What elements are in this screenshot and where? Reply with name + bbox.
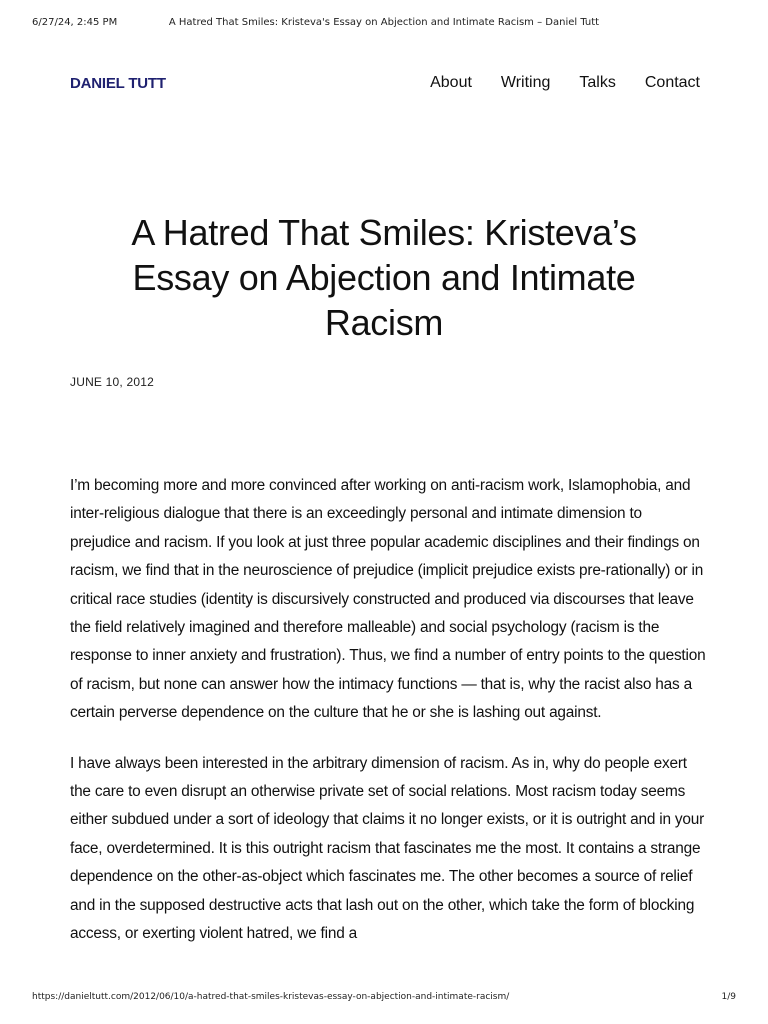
print-footer xyxy=(32,992,736,1006)
site-header xyxy=(70,72,700,98)
post-paragraph: I’m becoming more and more convinced after working on anti-racism work, Islamophobia, and inter-religious dialogue that there is an exceedingly personal and intimate dimension to prejudice and racism. If you look at just three popular academic disciplines and their findings on racism, we find that in the neuroscience of prejudice (implicit prejudice exists pre-rationally) or in critical race studies (identity is discursively constructed and produced via discourses that leave the field relatively imagined and therefore malleable) and social psychology (racism is the response to inner anxiety and frustration). Thus, we find a number of entry points to the question of racism, but none can answer how the intimacy functions — that is, why the racist also has a certain perverse dependence on the culture that he or she is lashing out against. xyxy=(70,477,706,722)
post-title: A Hatred That Smiles: Kristeva’s Essay on Abjection and Intimate Racism xyxy=(131,212,637,343)
nav-link-talks[interactable]: Talks xyxy=(579,74,616,91)
post-body xyxy=(70,472,706,971)
post-paragraph: I have always been interested in the arbitrary dimension of racism. As in, why do people exert the care to even disrupt an otherwise private set of social relations. Most racism today seems either subdued under a sort of ideology that claims it no longer exists, or it is outright and in your face, overdetermined. It is this outright racism that fascinates me the most. It contains a strange dependence on the other-as-object which fascinates me. The other becomes a source of relief and in the supposed destructive acts that lash out on the other, which take the form of blocking access, or exerting violent hatred, we find a xyxy=(70,754,705,943)
nav-link-about[interactable]: About xyxy=(430,74,472,91)
post-date: JUNE 10, 2012 xyxy=(70,375,154,389)
print-header xyxy=(32,17,736,31)
print-document-title: A Hatred That Smiles: Kristeva's Essay on Abjection and Intimate Racism – Daniel Tutt xyxy=(168,17,600,28)
print-page-number: 1/9 xyxy=(721,992,736,1002)
nav-link-contact[interactable]: Contact xyxy=(644,74,700,91)
print-datetime: 6/27/24, 2:45 PM xyxy=(32,17,118,28)
main-nav xyxy=(401,74,700,92)
nav-link-writing[interactable]: Writing xyxy=(500,74,551,91)
site-logo[interactable]: DANIEL TUTT xyxy=(70,75,166,92)
print-url: https://danieltutt.com/2012/06/10/a-hatred-that-smiles-kristevas-essay-on-abjection-and-intimate-racism/ xyxy=(32,992,510,1002)
